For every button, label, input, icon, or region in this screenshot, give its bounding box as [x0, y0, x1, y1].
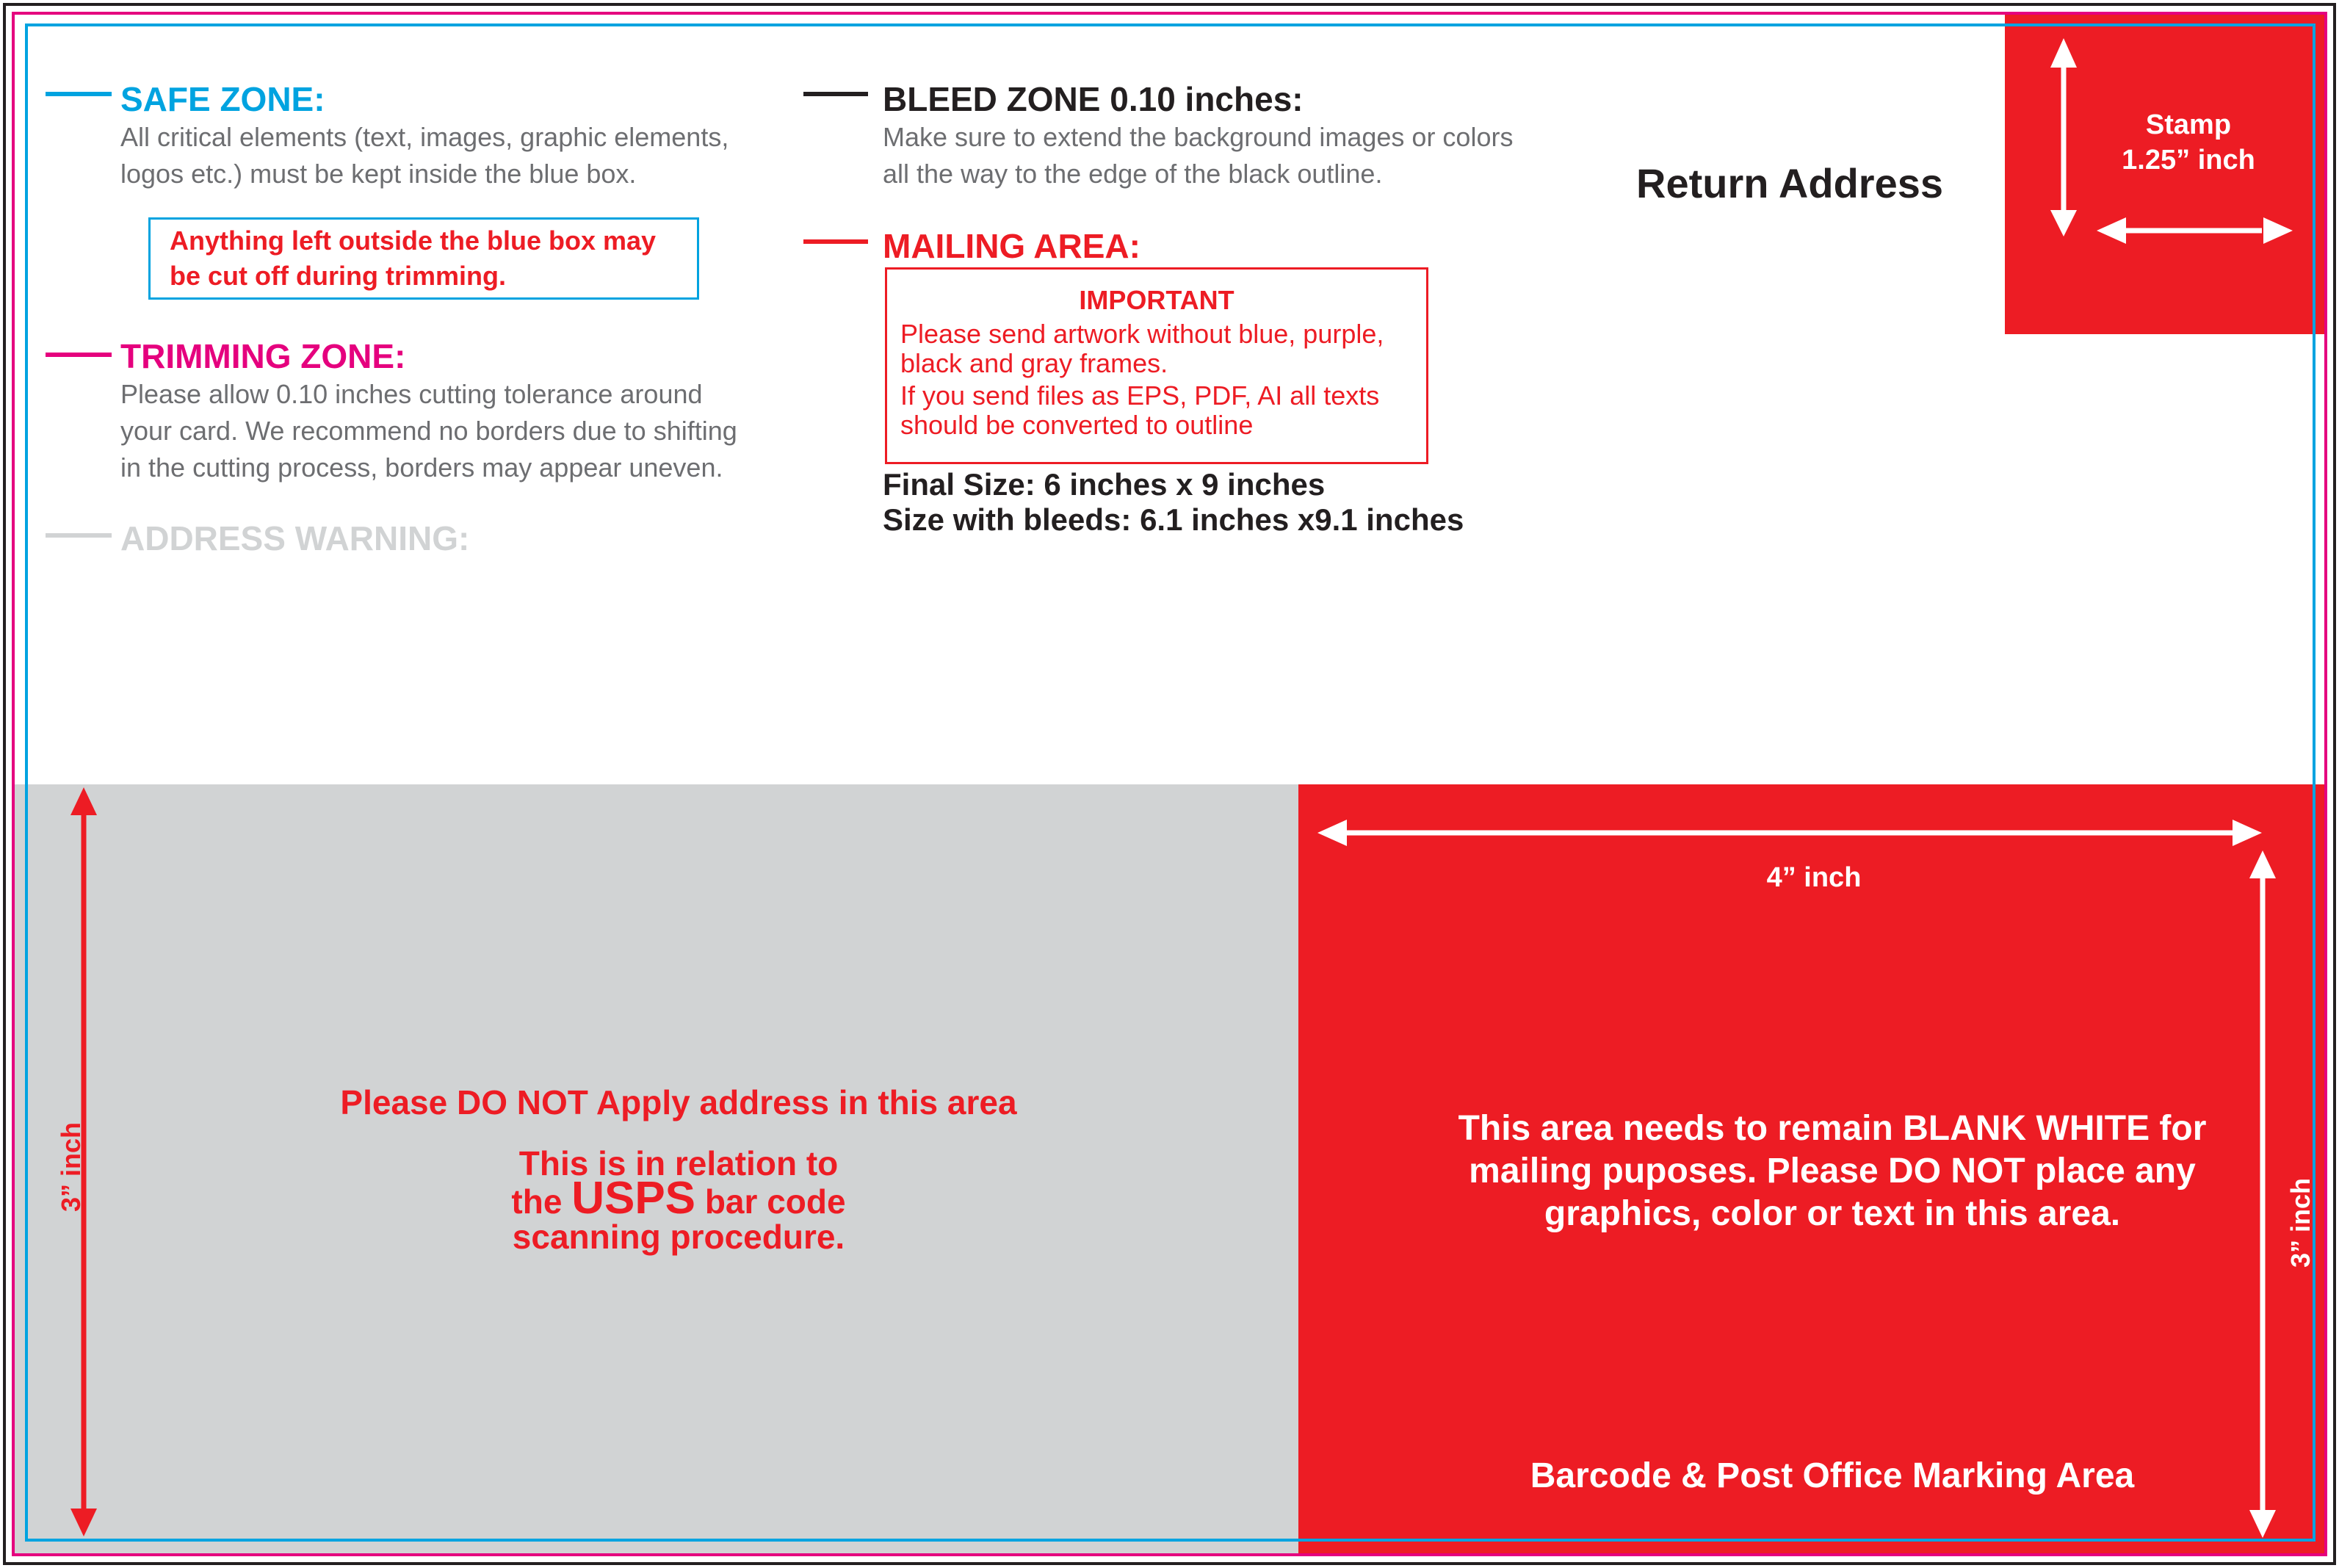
stamp-width-arrow-icon	[2097, 217, 2293, 244]
safe-zone-line-1: All critical elements (text, images, graphic elements,	[120, 122, 729, 152]
barcode-width-label: 4” inch	[1766, 862, 1862, 893]
mailing-area-title: MAILING AREA:	[883, 227, 1140, 265]
gray-area-headline: Please DO NOT Apply address in this area	[340, 1083, 1017, 1121]
barcode-width-arrow-icon	[1317, 820, 2262, 846]
safe-zone-note-line-1: Anything left outside the blue box may	[170, 225, 657, 256]
trimming-zone-line-1: Please allow 0.10 inches cutting tolerance around	[120, 379, 703, 409]
bleed-zone-line-2: all the way to the edge of the black outline.	[883, 159, 1383, 189]
barcode-area-footer: Barcode & Post Office Marking Area	[1530, 1456, 2135, 1495]
safe-zone-note-line-2: be cut off during trimming.	[170, 261, 506, 291]
final-size-text: Final Size: 6 inches x 9 inches	[883, 467, 1326, 502]
bleed-size-text: Size with bleeds: 6.1 inches x9.1 inches	[883, 502, 1464, 537]
usps-note-line-1: This is in relation to	[518, 1144, 839, 1182]
trimming-zone-line-2: your card. We recommend no borders due to shifting	[120, 416, 737, 446]
usps-note-suffix: bar code	[695, 1182, 846, 1221]
barcode-height-arrow-icon	[2249, 850, 2276, 1538]
usps-logo-text: USPS	[571, 1173, 696, 1224]
usps-note-prefix: the	[511, 1182, 572, 1221]
important-line-3: If you send files as EPS, PDF, AI all texts	[900, 380, 1380, 411]
stamp-label-line-1: Stamp	[2145, 109, 2232, 140]
stamp-height-arrow-icon	[2050, 38, 2077, 236]
important-line-4: should be converted to outline	[900, 410, 1254, 440]
trimming-zone-title: TRIMMING ZONE:	[120, 337, 406, 375]
bleed-zone-line-1: Make sure to extend the background images or colors	[883, 122, 1514, 152]
important-line-1: Please send artwork without blue, purple,	[900, 319, 1384, 349]
important-line-2: black and gray frames.	[900, 348, 1168, 378]
bleed-zone-title: BLEED ZONE 0.10 inches:	[883, 80, 1304, 118]
stamp-label-line-2: 1.25” inch	[2122, 145, 2255, 176]
trimming-zone-line-3: in the cutting process, borders may appear uneven.	[120, 452, 723, 483]
important-heading: IMPORTANT	[1079, 285, 1234, 315]
blank-area-line-3: graphics, color or text in this area.	[1544, 1194, 2121, 1233]
gray-area-height-arrow-icon	[71, 787, 97, 1536]
safe-zone-line-2: logos etc.) must be kept inside the blue box.	[120, 159, 637, 189]
usps-note-line-3: scanning procedure.	[512, 1218, 845, 1256]
return-address-label: Return Address	[1636, 160, 1944, 206]
blank-area-line-2: mailing puposes. Please DO NOT place any	[1469, 1152, 2196, 1191]
safe-zone-title: SAFE ZONE:	[120, 80, 325, 118]
blank-area-line-1: This area needs to remain BLANK WHITE for	[1458, 1109, 2207, 1148]
address-warning-title: ADDRESS WARNING:	[120, 519, 470, 557]
